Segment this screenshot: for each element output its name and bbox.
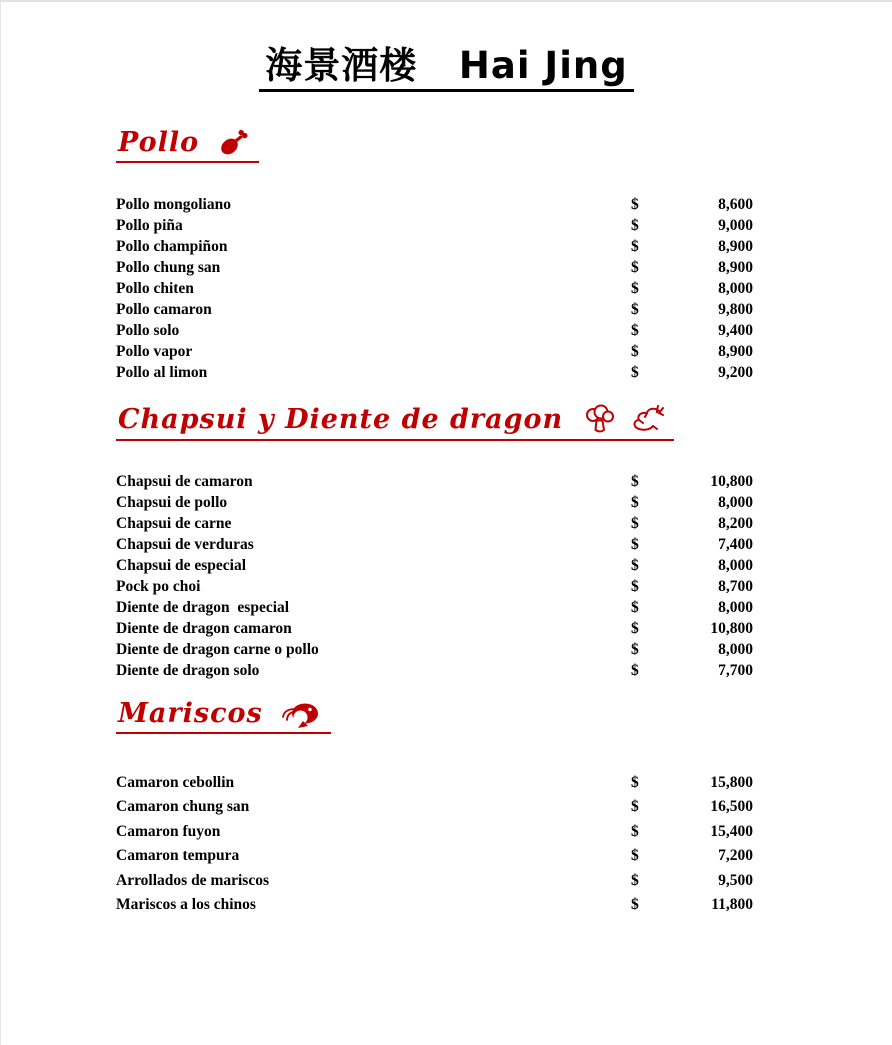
menu-item-row	[116, 893, 753, 918]
item-price: 8,200	[718, 514, 753, 532]
menu-item-row	[116, 362, 753, 383]
section-title: Mariscos	[118, 698, 274, 730]
item-name: Diente de dragon especial	[116, 598, 290, 616]
item-name: Chapsui de pollo	[116, 493, 228, 511]
item-name: Camaron chung san	[116, 798, 250, 816]
item-currency-symbol: $	[631, 773, 639, 791]
item-currency-symbol: $	[631, 363, 639, 381]
item-currency-symbol: $	[631, 258, 639, 276]
menu-item-list	[116, 194, 753, 383]
menu-item-row	[116, 471, 753, 492]
menu-sections	[1, 128, 892, 917]
section-chapsui-y-diente-de-dragon	[116, 404, 753, 681]
section-title: Pollo	[118, 127, 210, 159]
item-currency-symbol: $	[631, 598, 639, 616]
menu-item-row	[116, 341, 753, 362]
item-name: Pollo solo	[116, 321, 180, 339]
item-price: 8,000	[718, 640, 753, 658]
menu-item-row	[116, 771, 753, 796]
item-currency-symbol: $	[631, 798, 639, 816]
menu-item-row	[116, 278, 753, 299]
menu-item-row	[116, 618, 753, 639]
dragon-icon	[626, 404, 664, 436]
menu-item-row	[116, 320, 753, 341]
item-price: 15,800	[710, 773, 753, 791]
item-name: Mariscos a los chinos	[116, 896, 256, 914]
section-header	[116, 700, 753, 733]
broccoli-icon	[582, 404, 618, 436]
item-price: 7,700	[718, 661, 753, 679]
item-name: Pollo al limon	[116, 363, 208, 381]
item-price: 8,000	[718, 556, 753, 574]
menu-item-row	[116, 299, 753, 320]
item-name: Pollo chiten	[116, 279, 194, 297]
item-price: 9,000	[718, 216, 753, 234]
item-name: Pollo mongoliano	[116, 195, 231, 213]
item-price: 15,400	[710, 822, 753, 840]
item-currency-symbol: $	[631, 514, 639, 532]
item-price: 8,000	[718, 493, 753, 511]
item-name: Camaron cebollin	[116, 773, 235, 791]
item-name: Diente de dragon camaron	[116, 619, 292, 637]
item-name: Diente de dragon carne o pollo	[116, 640, 319, 658]
item-price: 8,900	[718, 237, 753, 255]
section-header	[116, 128, 753, 163]
item-name: Pollo chung san	[116, 258, 221, 276]
item-currency-symbol: $	[631, 577, 639, 595]
item-currency-symbol: $	[631, 472, 639, 490]
menu-item-row	[116, 555, 753, 576]
menu-item-row	[116, 820, 753, 845]
menu-item-row	[116, 795, 753, 820]
item-currency-symbol: $	[631, 342, 639, 360]
item-name: Pollo champiñon	[116, 237, 228, 255]
menu-item-row	[116, 534, 753, 555]
item-name: Camaron fuyon	[116, 822, 221, 840]
menu-item-row	[116, 869, 753, 894]
item-price: 9,800	[718, 300, 753, 318]
menu-item-row	[116, 236, 753, 257]
menu-item-row	[116, 597, 753, 618]
item-currency-symbol: $	[631, 871, 639, 889]
section-pollo	[116, 128, 753, 383]
item-currency-symbol: $	[631, 556, 639, 574]
item-price: 8,900	[718, 342, 753, 360]
item-currency-symbol: $	[631, 321, 639, 339]
page-title: 海景酒楼 Hai Jing	[259, 44, 633, 92]
item-name: Chapsui de carne	[116, 514, 232, 532]
menu-item-row	[116, 576, 753, 597]
menu-item-row	[116, 194, 753, 215]
item-price: 16,500	[710, 798, 753, 816]
menu-item-row	[116, 257, 753, 278]
item-price: 8,600	[718, 195, 753, 213]
item-currency-symbol: $	[631, 493, 639, 511]
menu-item-row	[116, 639, 753, 660]
item-name: Chapsui de especial	[116, 556, 247, 574]
item-price: 7,400	[718, 535, 753, 553]
shrimp-icon	[281, 701, 321, 729]
section-header	[116, 404, 753, 441]
title-wrap	[1, 2, 892, 92]
item-price: 8,000	[718, 279, 753, 297]
menu-item-list	[116, 471, 753, 681]
menu-item-row	[116, 660, 753, 681]
item-currency-symbol: $	[631, 535, 639, 553]
drumstick-icon	[218, 128, 249, 158]
item-price: 8,900	[718, 258, 753, 276]
item-currency-symbol: $	[631, 216, 639, 234]
item-price: 8,000	[718, 598, 753, 616]
item-currency-symbol: $	[631, 847, 639, 865]
item-price: 10,800	[710, 619, 753, 637]
item-name: Pollo vapor	[116, 342, 193, 360]
item-price: 8,700	[718, 577, 753, 595]
item-name: Pollo piña	[116, 216, 183, 234]
item-currency-symbol: $	[631, 640, 639, 658]
item-name: Diente de dragon solo	[116, 661, 260, 679]
item-currency-symbol: $	[631, 279, 639, 297]
item-name: Pock po choi	[116, 577, 201, 595]
item-name: Camaron tempura	[116, 847, 240, 865]
item-name: Chapsui de verduras	[116, 535, 254, 553]
item-currency-symbol: $	[631, 300, 639, 318]
item-name: Arrollados de mariscos	[116, 871, 269, 889]
item-price: 9,200	[718, 363, 753, 381]
item-name: Pollo camaron	[116, 300, 212, 318]
item-currency-symbol: $	[631, 195, 639, 213]
menu-item-list	[116, 771, 753, 918]
section-title: Chapsui y Diente de dragon	[118, 404, 574, 436]
menu-item-row	[116, 513, 753, 534]
item-currency-symbol: $	[631, 896, 639, 914]
item-price: 10,800	[710, 472, 753, 490]
item-currency-symbol: $	[631, 619, 639, 637]
item-name: Chapsui de camaron	[116, 472, 253, 490]
item-currency-symbol: $	[631, 237, 639, 255]
item-price: 9,400	[718, 321, 753, 339]
menu-item-row	[116, 215, 753, 236]
item-price: 7,200	[718, 847, 753, 865]
section-mariscos	[116, 700, 753, 917]
menu-item-row	[116, 844, 753, 869]
item-currency-symbol: $	[631, 661, 639, 679]
item-currency-symbol: $	[631, 822, 639, 840]
item-price: 11,800	[711, 896, 753, 914]
item-price: 9,500	[718, 871, 753, 889]
menu-item-row	[116, 492, 753, 513]
